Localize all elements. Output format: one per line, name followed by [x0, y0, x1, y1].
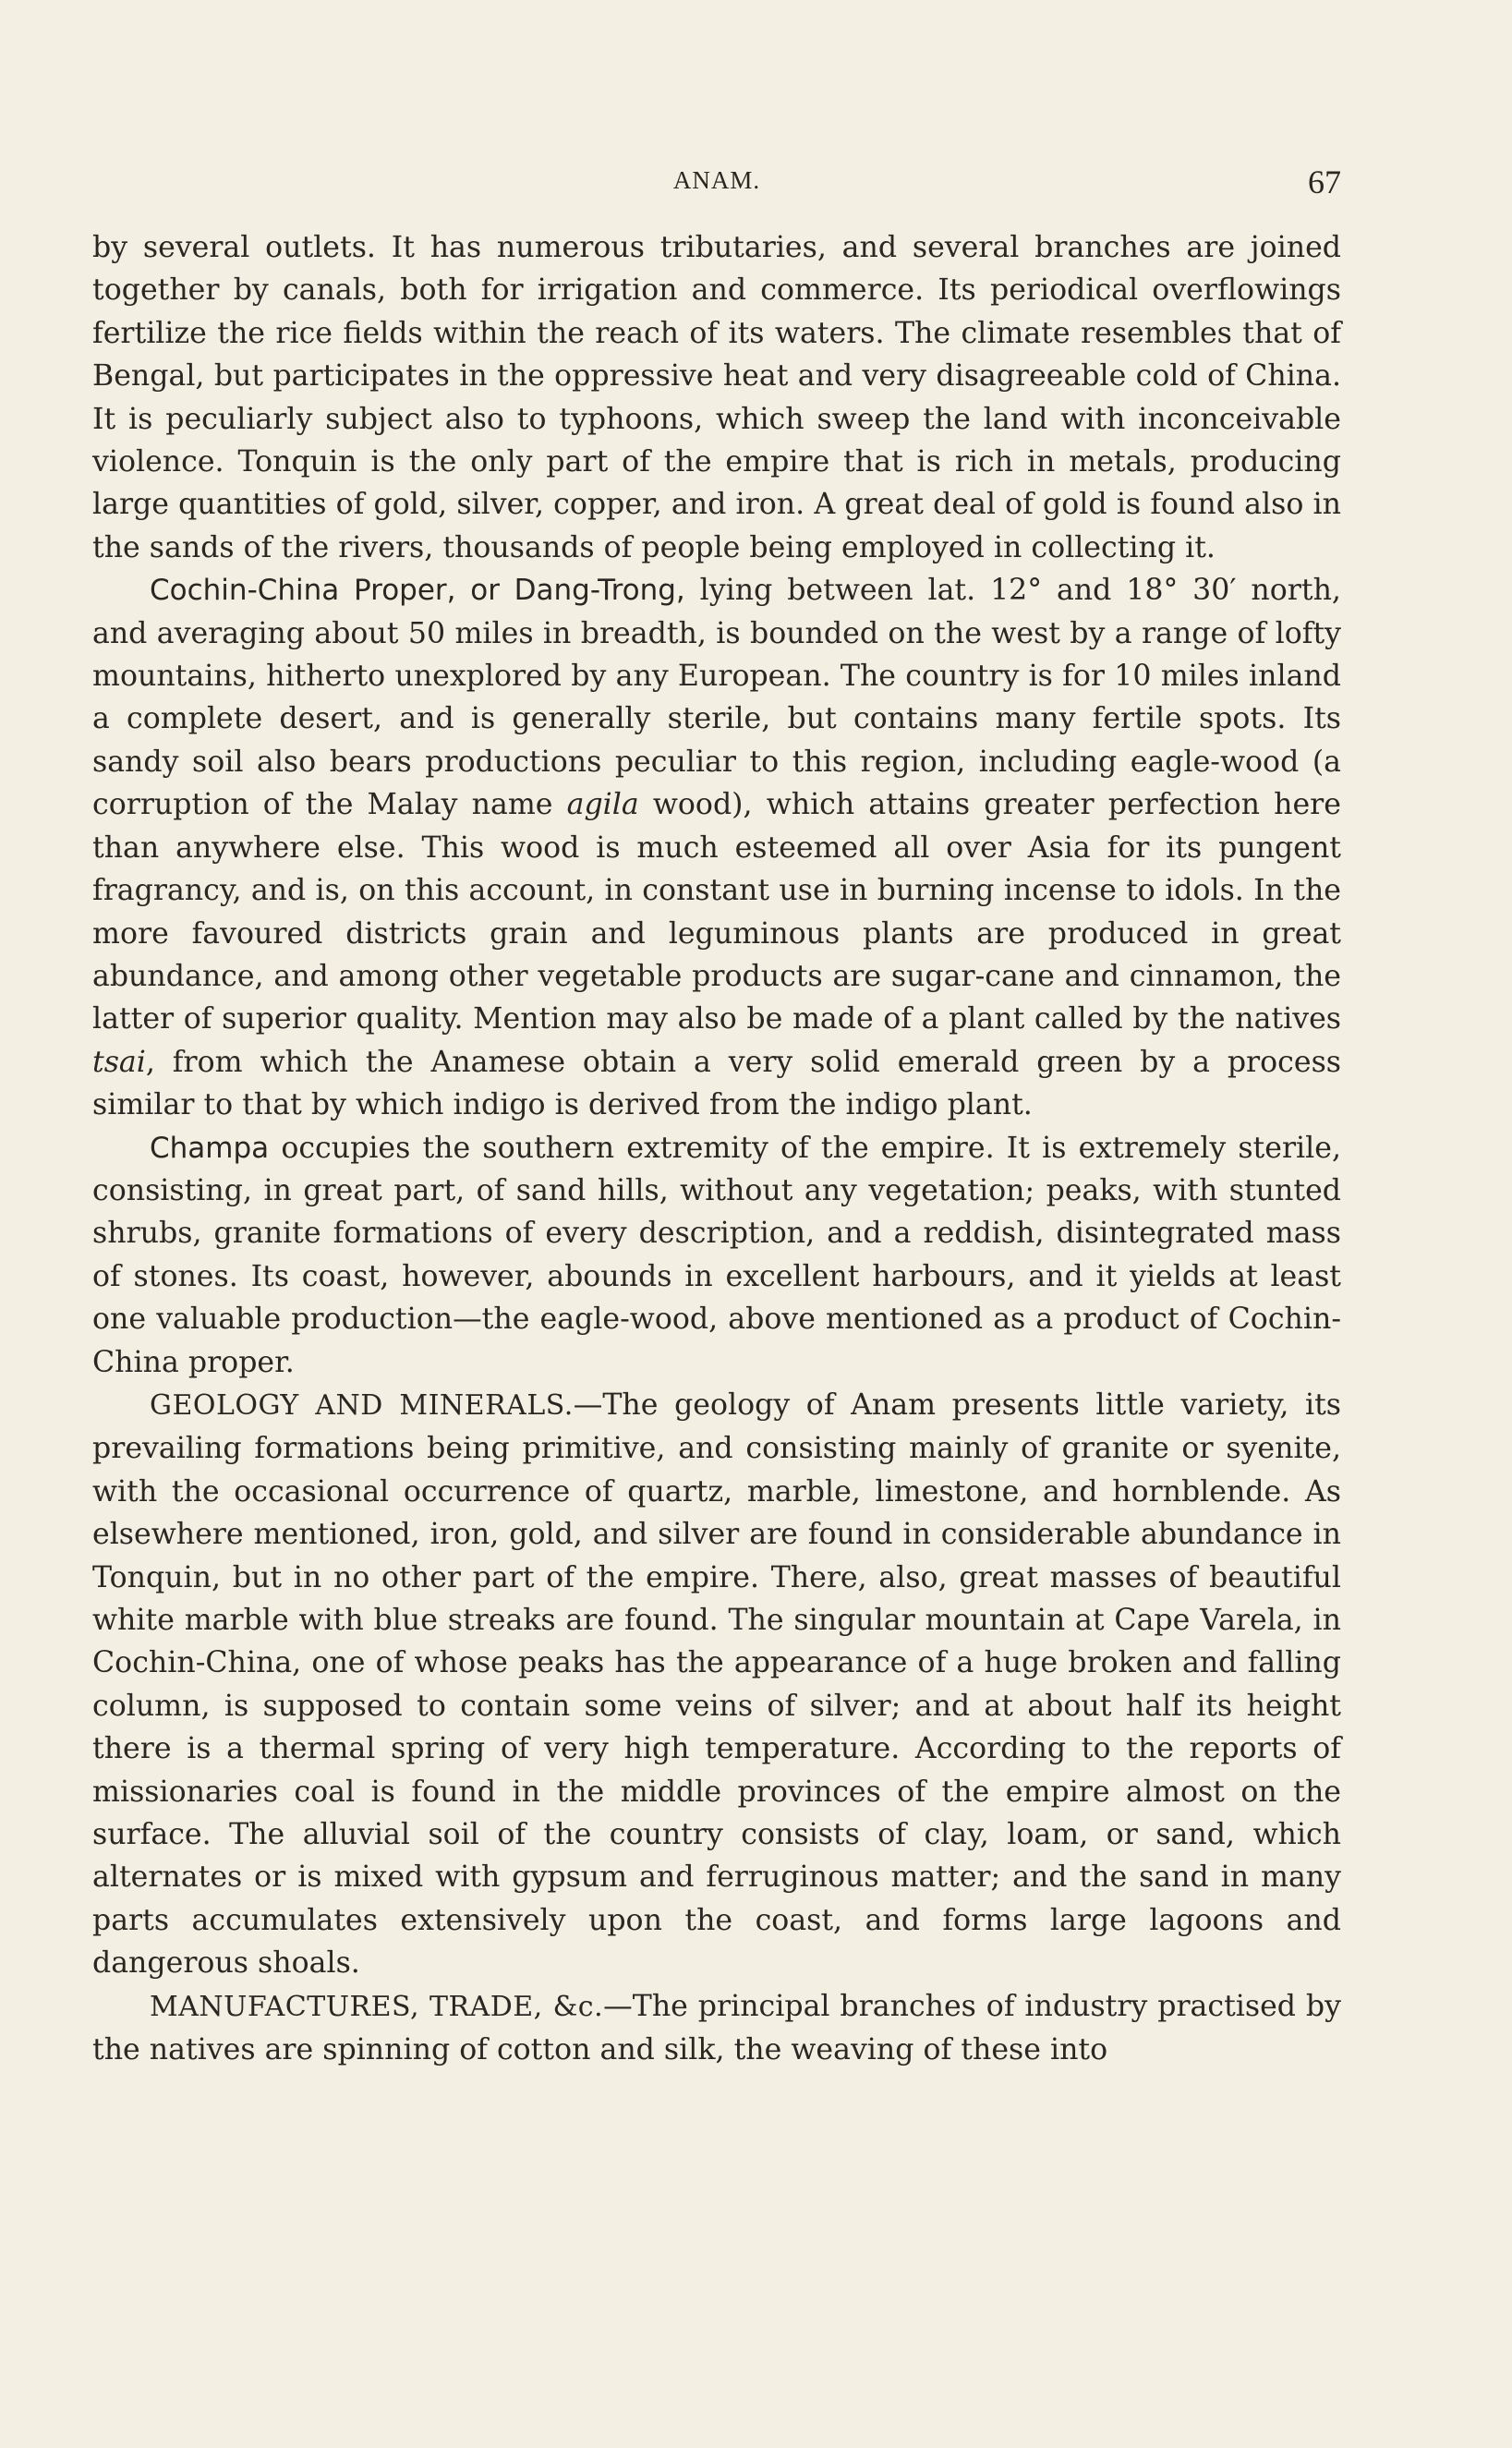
section-lead-geology: GEOLOGY AND MINERALS. — [150, 1388, 574, 1422]
section-lead-cochin-china: Cochin-China Proper, or Dang-Trong, — [150, 574, 685, 608]
paragraph-tonquin-continued — [92, 226, 1341, 569]
paragraph-champa — [92, 1127, 1341, 1384]
italic-term-agila: agila — [566, 788, 639, 822]
paragraph-geology — [92, 1384, 1341, 1985]
paragraph-text: —The principal branches of industry practised by the natives are spinning of cotton and silk, the weaving of these into — [92, 1989, 1341, 2067]
italic-term-tsai: tsai — [92, 1045, 146, 1079]
body-text — [92, 226, 1341, 2071]
paragraph-text: lying between lat. 12° and 18° 30′ north, and averaging about 50 miles in breadth, is bounded on the west by a range of lofty mountains, hitherto unexplored by any European. The country is for 10 miles inland a complete desert, and is generally sterile, but contains many fertile spots. Its sandy soil also bears productions peculiar to this region, including eagle-wood (a corruption of the Malay name — [92, 574, 1341, 822]
section-lead-champa: Champa — [150, 1131, 270, 1165]
page-header — [92, 166, 1341, 207]
paragraph-manufactures — [92, 1985, 1341, 2072]
running-head: ANAM. — [672, 166, 761, 194]
paragraph-text: —The geology of Anam presents little variety, its prevailing formations being primitive, and consisting mainly of granite or syenite, with the occasional occurrence of quartz, marble, limestone, and hornblende. As elsewhere mentioned, iron, gold, and silver are found in considerable abundance in Tonquin, but in no other part of the empire. There, also, great masses of beautiful white marble with blue streaks are found. The singular mountain at Cape Varela, in Cochin-China, one of whose peaks has the appearance of a huge broken and falling column, is supposed to contain some veins of silver; and at about half its height there is a thermal spring of very high temperature. According to the reports of missionaries coal is found in the middle provinces of the empire almost on the surface. The alluvial soil of the country consists of clay, loam, or sand, which alternates or is mixed with gypsum and ferruginous matter; and the sand in many parts accumulates extensively upon the coast, and forms large lagoons and dangerous shoals. — [92, 1388, 1341, 1981]
paragraph-text: wood), which attains greater perfection here than anywhere else. This wood is much esteemed all over Asia for its pungent fragrancy, and is, on this account, in constant use in burning incense to idols. In the more favoured districts grain and leguminous plants are produced in great abundance, and among other vegetable products are sugar-cane and cinnamon, the latter of superior quality. Mention may also be made of a plant called by the natives — [92, 788, 1341, 1036]
section-lead-manufactures: MANUFACTURES, TRADE, &c. — [150, 1990, 604, 2023]
paragraph-text: by several outlets. It has numerous tributaries, and several branches are joined together by canals, both for irrigation and commerce. Its periodical overflowings fertilize the rice fields within the reach of its waters. The climate resembles that of Bengal, but participates in the oppressive heat and very disagreeable cold of China. It is peculiarly subject also to typhoons, which sweep the land with inconceivable violence. Tonquin is the only part of the empire that is rich in metals, producing large quantities of gold, silver, copper, and iron. A great deal of gold is found also in the sands of the rivers, thousands of people being employed in collecting it. — [92, 231, 1341, 564]
page-number: 67 — [1308, 164, 1341, 200]
paragraph-cochin-china — [92, 569, 1341, 1126]
paragraph-text: occupies the southern extremity of the empire. It is extremely sterile, consisting, in great part, of sand hills, without any vegetation; peaks, with stunted shrubs, granite formations of every description, and a reddish, disintegrated mass of stones. Its coast, however, abounds in excellent harbours, and it yields at least one valuable production—the eagle-wood, above mentioned as a product of Cochin-China proper. — [92, 1131, 1341, 1379]
paragraph-text: , from which the Anamese obtain a very solid emerald green by a process similar to that by which indigo is derived from the indigo plant. — [92, 1045, 1341, 1122]
